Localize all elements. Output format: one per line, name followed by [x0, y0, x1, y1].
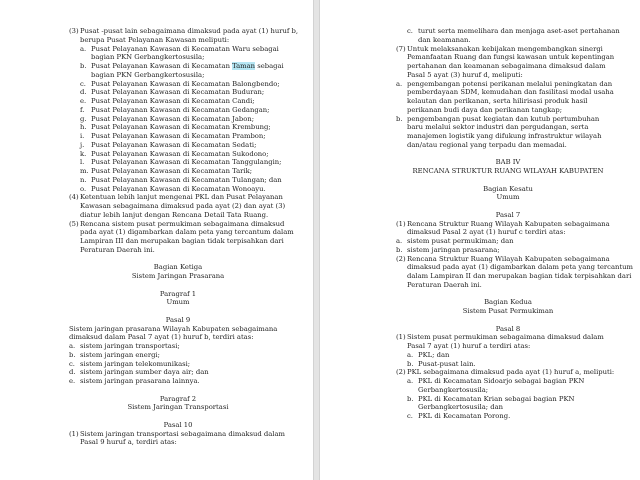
list-item: a. Pusat Pelayanan Kawasan di Kecamatan Waru sebagai: [80, 44, 279, 53]
paragraph-2: (2) Rencana Struktur Ruang Wilayah Kabupaten sebagaimana: [396, 254, 610, 263]
paragraf-title: Sistem Jaringan Transportasi: [127, 403, 229, 412]
paragraph-1: (1) Sistem pusat permukiman sebagaimana dimaksud dalam: [396, 333, 604, 342]
list-item: b. Pusat Pelayanan Kawasan di Kecamatan Taman sebagai: [80, 62, 284, 70]
paragraph-2: (2) PKL sebagaimana dimaksud pada ayat (1) huruf a, meliputi:: [396, 368, 615, 377]
list-item: c. turut serta memelihara dan menjaga aset-aset pertahanan: [407, 27, 620, 35]
document-page-left: [0, 0, 313, 480]
list-item: k. Pusat Pelayanan Kawasan di Kecamatan Sukodono;: [80, 149, 269, 158]
section-heading: Bagian Kedua: [484, 298, 532, 307]
list-item: l. Pusat Pelayanan Kawasan di Kecamatan Tanggulangin;: [80, 158, 282, 167]
list-item: a. PKL; dan: [407, 350, 450, 359]
list-item: b. sistem jaringan energi;: [69, 350, 160, 359]
paragraf-heading: Paragraf 2: [159, 394, 197, 403]
list-item: f. Pusat Pelayanan Kawasan di Kecamatan Gedangan;: [80, 105, 270, 114]
list-item: g. Pusat Pelayanan Kawasan di Kecamatan Jabon;: [80, 114, 255, 123]
page-content: (3) Pusat -pusat lain sebagaimana dimaksud pada ayat (1) huruf b, berupa Pusat Pelayanan Kawasan meliputi: a. Pusat Pelayanan Kawasan di Kecamatan Waru sebagai bagian PKN Gerbangkertosusila; b. Pusat Pelayanan Kawasan di Kecamatan Taman sebagai bagian PKN Gerbangkertosusila; c. Pusat Pelayanan Kawasan di Kecamatan Balongbendo; d. Pusat Pelayanan Kawasan di Kecamatan Buduran; e. Pusat Pelayanan Kawasan di Kecamatan Candi; f. Pusat Pelayanan Kawasan di Kecamatan Gedangan; g. Pusat Pelayanan Kawasan di Kecamatan Jabon; h. Pusat Pelayanan Kawasan di Kecamatan Krembung; i. Pusat Pelayanan Kawasan di Kecamatan Prambon; j. Pusat Pelayanan Kawasan di Kecamatan Sedati; k. Pusat Pelayanan Kawasan di Kecamatan Sukodono; l. Pusat Pelayanan Kawasan di Kecamatan Tanggulangin; m. Pusat Pelayanan Kawasan di Kecamatan Tarik; n. Pusat Pelayanan Kawasan di Kecamatan Tulangan; dan o. Pusat Pelayanan Kawasan di Kecamatan Wonoayu. (4) Ketentuan lebih lanjut mengenai PKL dan Pusat Pelayanan Kawasan sebagaimana dimaksud pada ayat (2) dan ayat (3) diatur lebih lanjut dengan Rencana Detail Tata Ruang. (5) Rencana sistem pusat permukiman sebagaimana dimaksud pada ayat (1) digambarkan dalam peta yang tercantum dalam Lampiran III dan merupakan bagian tidak terpisahkan dari Peraturan Daerah ini. Bagian Ketiga Sistem Jaringan Prasarana Paragraf 1 Umum Pasal 9 Sistem jaringan prasarana Wilayah Kabupaten sebagaimana dimaksud dalam Pasal 7 ayat (1) huruf b, terdiri atas: a. sistem jaringan transportasi; b. sistem jaringan energi; c. sistem jaringan telekomunikasi; d. sistem jaringan sumber daya air; dan e. sistem jaringan prasarana lainnya. Paragraf 2 Sistem Jaringan Transportasi Pasal 10 (1) Sistem jaringan transportasi sebagaimana dimaksud dalam Pasal 9 huruf a, terdiri atas:: [69, 27, 299, 447]
section-heading: Bagian Kesatu: [483, 184, 533, 193]
list-item: a. pengembangan potensi perikanan melalui peningkatan dan: [396, 79, 613, 88]
list-item: c. PKL di Kecamatan Porong.: [407, 412, 511, 420]
paragraph-4: (4) Ketentuan lebih lanjut mengenai PKL dan Pusat Pelayanan: [69, 193, 283, 202]
section-title: Sistem Jaringan Prasarana: [131, 272, 225, 280]
list-item: d. Pusat Pelayanan Kawasan di Kecamatan Buduran;: [80, 88, 265, 97]
list-item: e. Pusat Pelayanan Kawasan di Kecamatan Candi;: [80, 97, 255, 105]
paragraf-title: Umum: [166, 298, 190, 307]
list-item: b. pengembangan pusat kegiatan dan kutub pertumbuhan: [396, 114, 600, 123]
chapter-title: RENCANA STRUKTUR RUANG WILAYAH KABUPATEN: [412, 167, 604, 175]
paragraph-1: (1) Sistem jaringan transportasi sebagaimana dimaksud dalam: [69, 429, 285, 438]
paragraph-5: (5) Rencana sistem pusat permukiman sebagaimana dimaksud: [69, 219, 285, 228]
paragraph-7: (7) Untuk melaksanakan kebijakan mengembangkan sinergi: [396, 44, 603, 53]
pasal-heading: Pasal 10: [163, 420, 193, 429]
search-highlight: Taman: [232, 62, 256, 70]
pasal-heading: Pasal 8: [495, 324, 521, 333]
list-item: e. sistem jaringan prasarana lainnya.: [69, 377, 200, 385]
list-item: n. Pusat Pelayanan Kawasan di Kecamatan Tulangan; dan: [80, 175, 282, 184]
list-item: a. sistem pusat permukiman; dan: [396, 237, 514, 245]
page-content: c. turut serta memelihara dan menjaga aset-aset pertahanan dan keamanan. (7) Untuk melaksanakan kebijakan mengembangkan sinergi Pemanfaatan Ruang dan fungsi kawasan untuk kepentingan pertahanan dan keamanan sebagaimana dimaksud dalam Pasal 5 ayat (3) huruf d, meliputi: a. pengembangan potensi perikanan melalui peningkatan dan pemberdayaan SDM, kemudahan dan fasilitasi modal usaha kelautan dan perikanan, serta hilirisasi produk hasil perikanan budi daya dan perikanan tangkap; b. pengembangan pusat kegiatan dan kutub pertumbuhan baru melalui sektor industri dan pergudangan, serta manajemen logistik yang difukung infrastruktur wilayah dan/atau regional yang terpadu dan memadai. BAB IV RENCANA STRUKTUR RUANG WILAYAH KABUPATEN Bagian Kesatu Umum Pasal 7 (1) Rencana Struktur Ruang Wilayah Kabupaten sebagaimana dimaksud Pasal 2 ayat (1) huruf c terdiri atas: a. sistem pusat permukiman; dan b. sistem jaringan prasarana; (2) Rencana Struktur Ruang Wilayah Kabupaten sebagaimana dimaksud pada ayat (1) digambarkan dalam peta yang tercantum dalam Lampiran II dan merupakan bagian tidak terpisahkan dari Peraturan Daerah ini. Bagian Kedua Sistem Pusat Permukiman Pasal 8 (1) Sistem pusat permukiman sebagaimana dimaksud dalam Pasal 7 ayat (1) huruf a terdiri atas: a. PKL; dan b. Pusat-pusat lain. (2) PKL sebagaimana dimaksud pada ayat (1) huruf a, meliputi: a. PKL di Kecamatan Sidoarjo sebagai bagian PKN Gerbangkertosusila; b. PKL di Kecamatan Krian sebagai bagian PKN Gerbangkertosusila; dan c. PKL di Kecamatan Porong.: [396, 27, 633, 420]
page-gutter: [313, 0, 320, 480]
section-title: Sistem Pusat Permukiman: [462, 307, 554, 315]
list-item: h. Pusat Pelayanan Kawasan di Kecamatan Krembung;: [80, 123, 271, 132]
section-heading: Bagian Ketiga: [153, 263, 203, 272]
list-item: i. Pusat Pelayanan Kawasan di Kecamatan Prambon;: [80, 132, 266, 140]
pasal-heading: Pasal 9: [165, 315, 191, 324]
list-item: c. sistem jaringan telekomunikasi;: [69, 359, 191, 368]
list-item: j. Pusat Pelayanan Kawasan di Kecamatan Sedati;: [80, 140, 257, 149]
pasal-heading: Pasal 7: [495, 210, 521, 219]
list-item: b. sistem jaringan prasarana;: [396, 245, 500, 254]
section-title: Umum: [496, 193, 520, 202]
list-item: a. sistem jaringan transportasi;: [69, 342, 180, 350]
paragraph-1: (1) Rencana Struktur Ruang Wilayah Kabupaten sebagaimana: [396, 219, 610, 228]
list-item: b. Pusat-pusat lain.: [407, 359, 476, 368]
paragraf-heading: Paragraf 1: [159, 289, 197, 298]
list-item: c. Pusat Pelayanan Kawasan di Kecamatan Balongbendo;: [80, 79, 280, 88]
list-item: b. PKL di Kecamatan Krian sebagai bagian PKN: [407, 394, 575, 403]
chapter-heading: BAB IV: [495, 158, 521, 167]
list-item: d. sistem jaringan sumber daya air; dan: [69, 368, 209, 377]
document-page-right: [320, 0, 640, 480]
list-item: o. Pusat Pelayanan Kawasan di Kecamatan Wonoayu.: [80, 184, 266, 193]
list-item: m. Pusat Pelayanan Kawasan di Kecamatan Tarik;: [80, 167, 253, 175]
paragraph-3: (3) Pusat -pusat lain sebagaimana dimaksud pada ayat (1) huruf b,: [69, 27, 299, 35]
list-item: a. PKL di Kecamatan Sidoarjo sebagai bagian PKN: [407, 377, 585, 385]
